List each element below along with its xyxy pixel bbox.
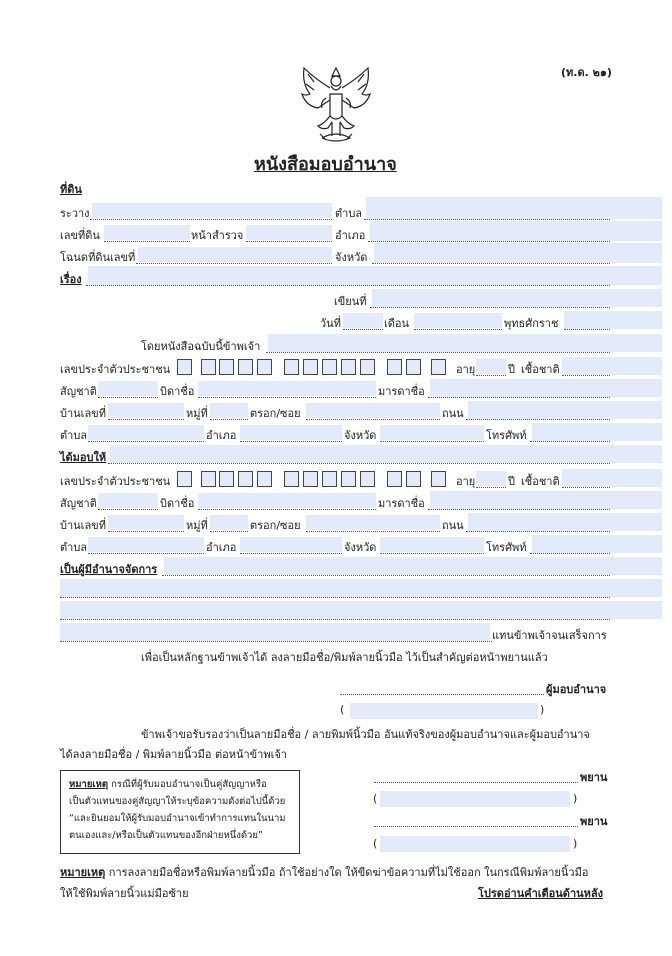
grantee-moo-input[interactable] xyxy=(210,515,248,530)
grantee-phone-input[interactable] xyxy=(532,535,662,553)
date-day-dotline xyxy=(343,329,383,330)
grantor-ethnicity-input[interactable] xyxy=(562,357,662,375)
grantor-id-digit-3[interactable] xyxy=(219,359,234,375)
grantee-id-digit-13[interactable] xyxy=(431,471,446,487)
authorized-input-1[interactable] xyxy=(164,557,662,575)
authorized-input-2[interactable] xyxy=(60,579,662,597)
grantee-tambon-label: ตำบล xyxy=(60,541,88,554)
land-amphoe-label: อำเภอ xyxy=(335,229,366,242)
grantor-mother-label: มารดาชื่อ xyxy=(378,385,425,398)
grantor-signature-line[interactable] xyxy=(340,694,544,695)
grantor-paren-close: ) xyxy=(540,703,545,716)
deed-no-input[interactable] xyxy=(138,247,332,262)
grantee-province-label: จังหวัด xyxy=(344,541,377,554)
witness-2-signature-line[interactable] xyxy=(374,826,578,827)
land-province-input[interactable] xyxy=(374,243,662,263)
grantor-id-digit-4[interactable] xyxy=(238,359,253,375)
grantor-phone-label: โทรศัพท์ xyxy=(486,429,527,442)
grantor-phone-input[interactable] xyxy=(532,423,662,441)
grantor-father-input[interactable] xyxy=(198,381,376,396)
grantor-moo-label: หมู่ที่ xyxy=(186,407,208,420)
grantor-nationality-label: สัญชาติ xyxy=(60,385,97,398)
grantor-house-label: บ้านเลขที่ xyxy=(60,407,106,420)
grantor-name-input[interactable] xyxy=(268,334,662,352)
grantor-road-label: ถนน xyxy=(442,407,464,420)
grantee-moo-dotline xyxy=(210,531,248,532)
grantor-name-dotline xyxy=(266,352,610,353)
witness-1-name-input[interactable] xyxy=(380,791,570,807)
grantor-sign-label: ผู้มอบอำนาจ xyxy=(546,683,607,696)
grantee-road-label: ถนน xyxy=(442,519,464,532)
grantee-nationality-label: สัญชาติ xyxy=(60,497,97,510)
grantee-province-input[interactable] xyxy=(380,537,484,552)
date-year-label: พุทธศักราช xyxy=(504,317,559,330)
land-no-label: เลขที่ดิน xyxy=(60,229,100,242)
land-tambon-label: ตำบล xyxy=(335,207,363,220)
land-no-dotline xyxy=(104,241,190,242)
grantor-id-digit-5[interactable] xyxy=(257,359,272,375)
land-province-label: จังหวัด xyxy=(335,251,368,264)
survey-page-dotline xyxy=(246,241,332,242)
grantee-house-label: บ้านเลขที่ xyxy=(60,519,106,532)
land-tambon-dotline xyxy=(364,219,610,220)
grantor-age-unit: ปี xyxy=(508,363,515,376)
grantor-amphoe-label: อำเภอ xyxy=(206,429,237,442)
grantee-house-dotline xyxy=(108,531,184,532)
grantee-ethnicity-dotline xyxy=(562,487,610,488)
authorized-heading: เป็นผู้มีอำนาจจัดการ xyxy=(60,563,158,576)
grantee-house-input[interactable] xyxy=(108,515,184,530)
page-title: หนังสือมอบอำนาจ xyxy=(254,154,397,175)
grantee-phone-label: โทรศัพท์ xyxy=(486,541,527,554)
note-box-line-2: เป็นตัวแทนของคู่สัญญาให้ระบุข้อความดังต่อไปนี้ด้วย xyxy=(69,796,286,807)
grantee-id-digit-3[interactable] xyxy=(219,471,234,487)
grantor-tambon-input[interactable] xyxy=(88,425,204,440)
land-heading: ที่ดิน xyxy=(60,183,82,196)
witness-2-name-input[interactable] xyxy=(380,836,570,852)
grantee-soi-input[interactable] xyxy=(306,515,440,530)
deed-no-dotline xyxy=(136,263,332,264)
authorized-input-3[interactable] xyxy=(60,601,662,619)
note-box-line-3: “และยินยอมให้ผู้รับมอบอำนาจเข้าทำการแทนในนาม xyxy=(69,813,286,824)
witness-1-paren-close: ) xyxy=(573,792,578,805)
witness-2-paren-close: ) xyxy=(573,837,578,850)
grantor-id-digit-9[interactable] xyxy=(341,359,356,375)
grantor-id-digit-10[interactable] xyxy=(360,359,375,375)
grantee-age-input[interactable] xyxy=(476,471,506,486)
witness-2-label: พยาน xyxy=(580,815,608,828)
grantor-father-label: บิดาชื่อ xyxy=(160,385,195,398)
grantee-ethnicity-input[interactable] xyxy=(562,469,662,487)
grantor-mother-dotline xyxy=(428,397,610,398)
grantor-moo-input[interactable] xyxy=(210,403,248,418)
grantee-province-dotline xyxy=(380,553,484,554)
grantee-father-label: บิดาชื่อ xyxy=(160,497,195,510)
subject-label: เรื่อง xyxy=(60,273,82,286)
date-day-input[interactable] xyxy=(343,313,383,328)
grantee-mother-input[interactable] xyxy=(430,491,662,509)
land-province-dotline xyxy=(372,263,610,264)
grantee-amphoe-input[interactable] xyxy=(240,537,342,552)
grantor-ethnicity-label: เชื้อชาติ xyxy=(521,363,560,376)
grantee-moo-label: หมู่ที่ xyxy=(186,519,208,532)
authorized-dotline-1 xyxy=(162,575,610,576)
grantor-age-dotline xyxy=(476,375,506,376)
grantee-id-digit-11[interactable] xyxy=(387,471,402,487)
note-box-line-1 xyxy=(69,778,267,792)
act-on-behalf-text: แทนข้าพเจ้าจนเสร็จการ xyxy=(492,629,607,642)
land-amphoe-dotline xyxy=(368,241,610,242)
grantor-nationality-input[interactable] xyxy=(98,381,158,396)
survey-page-label: หน้าสำรวจ xyxy=(191,229,244,242)
evidence-text: เพื่อเป็นหลักฐานข้าพเจ้าได้ ลงลายมือชื่อ/พิมพ์ลายนิ้วมือ ไว้เป็นสำคัญต่อหน้าพยานแล้ว xyxy=(141,651,548,664)
grantee-age-unit: ปี xyxy=(508,475,515,488)
grantor-province-dotline xyxy=(380,441,484,442)
grantee-road-input[interactable] xyxy=(468,513,662,531)
grantee-age-dotline xyxy=(476,487,506,488)
rawang-label: ระวาง xyxy=(60,207,90,220)
grantee-father-input[interactable] xyxy=(198,493,376,508)
land-amphoe-input[interactable] xyxy=(370,221,662,241)
survey-page-input[interactable] xyxy=(246,225,332,240)
grantee-name-dotline xyxy=(108,463,610,464)
subject-input[interactable] xyxy=(88,266,662,285)
written-at-input[interactable] xyxy=(372,289,662,307)
rawang-dotline xyxy=(90,219,332,220)
grantee-mother-label: มารดาชื่อ xyxy=(378,497,425,510)
grantee-nationality-input[interactable] xyxy=(98,493,158,508)
grantor-father-dotline xyxy=(198,397,376,398)
grantor-id-digit-12[interactable] xyxy=(406,359,421,375)
rawang-input[interactable] xyxy=(92,203,332,218)
grantee-id-digit-12[interactable] xyxy=(406,471,421,487)
grantee-tambon-input[interactable] xyxy=(88,537,204,552)
witness-1-signature-line[interactable] xyxy=(374,782,578,783)
grantee-id-digit-1[interactable] xyxy=(177,471,192,487)
grantor-house-dotline xyxy=(108,419,184,420)
grantee-id-digit-10[interactable] xyxy=(360,471,375,487)
grantor-tambon-label: ตำบล xyxy=(60,429,88,442)
grantor-phone-dotline xyxy=(530,441,610,442)
grantor-nationality-dotline xyxy=(98,397,158,398)
witness-1-paren-open: ( xyxy=(373,792,378,805)
land-tambon-input[interactable] xyxy=(366,197,662,219)
grantor-printed-name-input[interactable] xyxy=(350,703,538,719)
written-at-dotline xyxy=(370,307,610,308)
date-day-label: วันที่ xyxy=(320,317,341,330)
footer-note-line-2: ให้ใช้พิมพ์ลายนิ้วแม่มือซ้าย xyxy=(60,887,189,900)
certify-line-2: ได้ลงลายมือชื่อ / พิมพ์ลายนิ้วมือ ต่อหน้าข้าพเจ้า xyxy=(60,748,287,761)
grantor-age-label: อายุ xyxy=(456,363,476,376)
grantor-soi-input[interactable] xyxy=(306,403,440,418)
form-code: (ท.ด. ๒๑) xyxy=(561,66,612,79)
grantor-tambon-dotline xyxy=(88,441,204,442)
note-box-label: หมายเหตุ xyxy=(69,779,109,790)
grantor-id-digit-13[interactable] xyxy=(431,359,446,375)
grantee-id-digit-6[interactable] xyxy=(284,471,299,487)
deed-no-label: โฉนดที่ดินเลขที่ xyxy=(60,251,136,264)
authorized-dotline-2 xyxy=(60,597,610,598)
grantee-heading: ได้มอบให้ xyxy=(60,451,107,464)
witness-1-label: พยาน xyxy=(580,771,608,784)
grantor-road-input[interactable] xyxy=(468,401,662,419)
date-month-dotline xyxy=(414,329,502,330)
date-month-input[interactable] xyxy=(414,313,502,328)
grantee-age-label: อายุ xyxy=(456,475,476,488)
grantor-ethnicity-dotline xyxy=(562,375,610,376)
witness-2-paren-open: ( xyxy=(373,837,378,850)
date-month-label: เดือน xyxy=(384,317,410,330)
grantee-father-dotline xyxy=(198,509,376,510)
note-box-text-1: กรณีที่ผู้รับมอบอำนาจเป็นคู่สัญญาหรือ xyxy=(111,779,267,790)
grantee-tambon-dotline xyxy=(88,553,204,554)
grantee-name-input[interactable] xyxy=(110,445,662,463)
read-back-notice: โปรดอ่านคำเตือนด้านหลัง xyxy=(478,887,604,900)
grantor-id-digit-6[interactable] xyxy=(284,359,299,375)
date-year-dotline xyxy=(564,329,610,330)
grantor-id-digit-2[interactable] xyxy=(201,359,216,375)
grantor-soi-label: ตรอก/ซอย xyxy=(250,407,301,420)
grantee-id-digit-9[interactable] xyxy=(341,471,356,487)
grantor-moo-dotline xyxy=(210,419,248,420)
certify-line-1: ข้าพเจ้าขอรับรองว่าเป็นลายมือชื่อ / ลายพิมพ์นิ้วมือ อันแท้จริงของผู้มอบอำนาจและผู้มอบอำนาจ xyxy=(141,728,590,741)
footer-note-text-1: การลงลายมือชื่อหรือพิมพ์ลายนิ้วมือ ถ้าใช้อย่างใด ให้ขีดฆ่าข้อความที่ไม่ใช้ออก ในกรณีพิมพ์ลายนิ้วมือ xyxy=(108,866,589,879)
grantee-nationality-dotline xyxy=(98,509,158,510)
land-no-input[interactable] xyxy=(104,225,190,240)
grantor-id-digit-8[interactable] xyxy=(322,359,337,375)
grantor-house-input[interactable] xyxy=(108,403,184,418)
authorized-dotline-4 xyxy=(60,641,492,642)
date-year-input[interactable] xyxy=(564,311,662,329)
grantee-id-digit-2[interactable] xyxy=(201,471,216,487)
written-at-label: เขียนที่ xyxy=(334,295,367,308)
grantee-amphoe-dotline xyxy=(240,553,342,554)
subject-dotline xyxy=(86,285,610,286)
authorized-input-4[interactable] xyxy=(60,623,490,641)
grantee-id-label: เลขประจำตัวประชาชน xyxy=(60,475,171,488)
grantee-id-digit-8[interactable] xyxy=(322,471,337,487)
grantor-amphoe-input[interactable] xyxy=(240,425,342,440)
note-box-line-4: ตนเองและ/หรือเป็นตัวแทนของอีกฝ่ายหนึ่งด้วย” xyxy=(69,830,263,841)
authorized-dotline-3 xyxy=(60,619,610,620)
grantor-id-digit-11[interactable] xyxy=(387,359,402,375)
footer-note-label: หมายเหตุ xyxy=(60,866,106,879)
grantee-id-digit-4[interactable] xyxy=(238,471,253,487)
grantee-soi-label: ตรอก/ซอย xyxy=(250,519,301,532)
grantor-province-input[interactable] xyxy=(380,425,484,440)
grantor-province-label: จังหวัด xyxy=(344,429,377,442)
grantor-amphoe-dotline xyxy=(240,441,342,442)
grantee-mother-dotline xyxy=(428,509,610,510)
grantee-amphoe-label: อำเภอ xyxy=(206,541,237,554)
note-box xyxy=(60,770,300,854)
grantee-ethnicity-label: เชื้อชาติ xyxy=(521,475,560,488)
garuda-emblem-icon xyxy=(296,64,376,146)
grantee-id-digit-7[interactable] xyxy=(303,471,318,487)
grantor-paren-open: ( xyxy=(340,703,345,716)
grantor-id-digit-1[interactable] xyxy=(177,359,192,375)
grantor-road-dotline xyxy=(466,419,610,420)
grantee-phone-dotline xyxy=(530,553,610,554)
footer-note-line-1 xyxy=(60,866,588,880)
grantor-intro: โดยหนังสือฉบับนี้ข้าพเจ้า xyxy=(141,340,261,353)
grantor-mother-input[interactable] xyxy=(430,379,662,397)
grantee-id-digit-5[interactable] xyxy=(257,471,272,487)
grantor-age-input[interactable] xyxy=(476,359,506,374)
grantor-soi-dotline xyxy=(306,419,440,420)
grantee-road-dotline xyxy=(466,531,610,532)
grantor-id-digit-7[interactable] xyxy=(303,359,318,375)
grantor-id-label: เลขประจำตัวประชาชน xyxy=(60,363,171,376)
grantee-soi-dotline xyxy=(306,531,440,532)
